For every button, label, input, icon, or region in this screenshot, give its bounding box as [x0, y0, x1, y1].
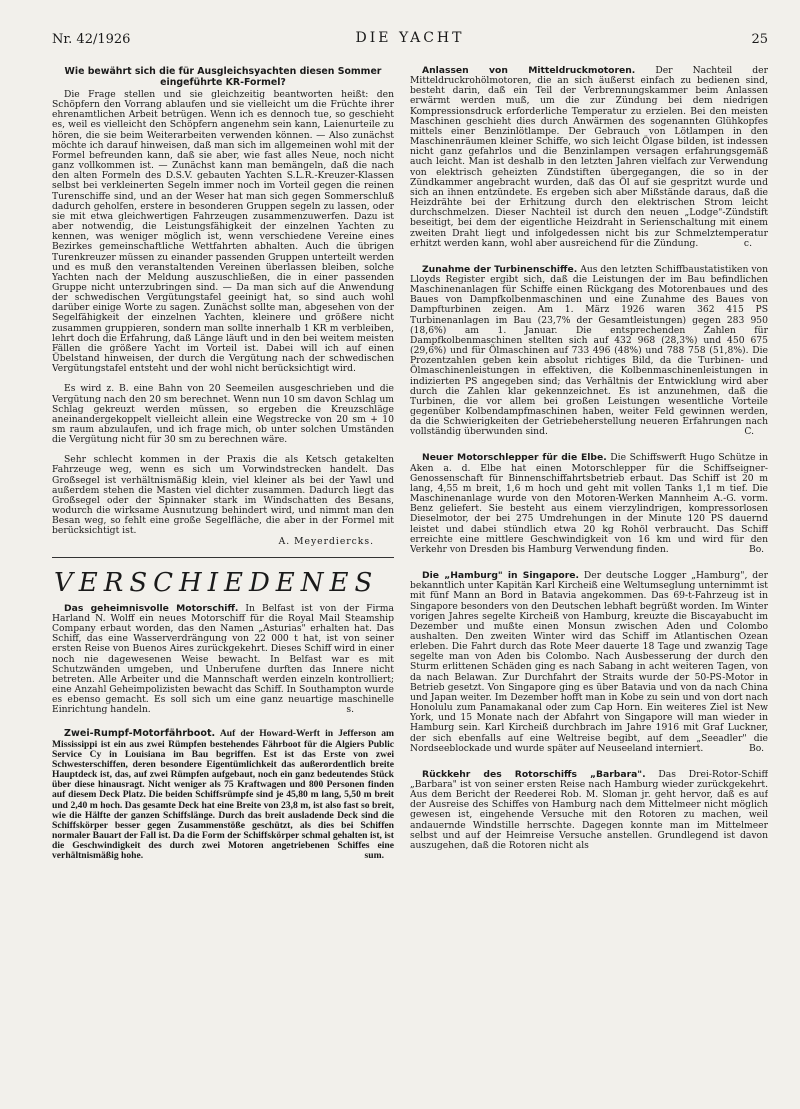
- issue-number: Nr. 42/1926: [52, 32, 131, 47]
- article-signature: A. Meyerdiercks.: [278, 535, 374, 547]
- news-text: Die Schiffswerft Hugo Schütze in Aken a. d. Elbe hat einen Motorschlepper für die Schiffseigner-Genossenschaft für Binnenschiffahrtsbetrieb erbaut. Das Schiff ist 20 m lang, 4,55 m breit, 1,6 m hoch und geht mit vollen Tanks 1,1 m tief. Die Maschinenanlage wurde von den Motoren-Werken Mannheim A.-G. vorm. Benz geliefert. Sie besteht aus einem vierzylindrigen, kompressorlosen Dieselmotor, der bei 275 Umdrehungen in der Minute 120 PS dauernd leistet und dabei stündlich etwa 20 kg Rohöl verbraucht. Das Schiff erreichte eine mittlere Geschwindigkeit von 16 km und wird für den Verkehr von Dresden bis Hamburg Verwendung finden.: [410, 452, 768, 555]
- news-heading: Rückkehr des Rotorschiffs „Barbara".: [422, 768, 646, 780]
- news-signature: Bo.: [748, 543, 764, 555]
- news-signature: Bo.: [748, 742, 764, 754]
- news-heading: Neuer Motorschlepper für die Elbe.: [422, 452, 607, 464]
- news-heading: Die „Hamburg" in Singapore.: [422, 570, 579, 582]
- page-number: 25: [751, 32, 768, 47]
- article-paragraph: Sehr schlecht kommen in der Praxis die als Ketsch getakelten Fahrzeuge weg, wenn es sich um Vorwindstrecken handelt. Das Großsegel ist verhältnismäßig klein, viel kleiner als bei der Yawl und außerdem stehen die Masten viel dichter zusammen. Dadurch liegt das Großsegel oder der Spinnaker stark im Windschatten des Besans, wodurch die wirksame Ausnutzung behindert wird, und nimmt man den Besan weg, so fehlt eine große Segelfläche, die aber in der Formel mit berücksichtigt ist.: [52, 454, 394, 537]
- news-item: [410, 571, 768, 754]
- article-paragraph: Die Frage stellen und sie gleichzeitig beantworten heißt: den Schöpfern den Vorrang ablaufen und sie vielleicht um die Früchte ihrer ehrenamtlichen Arbeit betrügen. Wenn ich es dennoch tue, so geschieht es, weil es vielleicht den Schöpfern angenehm sein kann, Laienurteile zu hören, die sie beim Weiterarbeiten verwenden können. — Also zunächst möchte ich darauf hinweisen, daß man sich im allgemeinen wohl mit der Formel befreunden kann, daß sie aber, wie fast alles Neue, noch nicht ganz vollkommen ist. — Zunächst kann man bemängeln, daß die nach den alten Formeln des D.S.V. gebauten Yachten S.L.R.-Kreuzer-Klassen selbst bei verkleinerten Segeln immer noch im Vorteil gegen die reinen Turenschiffe sind, und an der Weser hat man sich gegen Sommerschluß dadurch geholfen, erstere in besonderen Gruppen segeln zu lassen, oder sie mit etwa gleichwertigen Fahrzeugen zusammenzuwerfen. Dazu ist aber notwendig, die Leistungsfähigkeit der einzelnen Yachten zu kennen, was weniger möglich ist, wenn verschiedene Vereine eines Bezirkes gemeinschaftliche Wettfahrten abhalten. Auch die übrigen Turenkreuzer müssen zu einander passenden Gruppen unterteilt werden und es muß den veranstaltenden Vereinen überlassen bleiben, solche Yachten nach der Meldung auszuschließen, die in einer passenden Gruppe nicht unterzubringen sind. — Da man sich auf die Anwendung der schwedischen Vergütungstafel geeinigt hat, so sind auch wohl darüber einige Worte zu sagen. Zunächst sollte man, abgesehen von der Segelfähigkeit der einzelnen Yachten, kleinere und größere nicht zusammen gruppieren, sondern man sollte innerhalb 1 KR m verbleiben, lehrt doch die Erfahrung, daß Länge läuft und in den bei weitem meisten Fällen die größere Yacht im Vorteil ist. Dabei will ich auf einen Übelstand hinweisen, der durch die Vergütung nach der schwedischen Vergütungstafel entsteht und der wohl nicht berücksichtigt wird.: [52, 89, 394, 375]
- news-text: Das Drei-Rotor-Schiff „Barbara" ist von seiner ersten Reise nach Hamburg wieder zurückgekehrt. Aus dem Bericht der Reederei Rob. M. Sloman jr. geht hervor, daß es auf der Ausreise des Schiffes von Hamburg nach dem Mittelmeer nicht möglich gewesen ist, eingehende Versuche mit den Rotoren zu machen, weil andauernde Windstille herrschte. Dagegen konnte man im Mittelmeer selbst und auf der Heimreise Versuche anstellen. Grundlegend ist davon auszugehen, daß die Rotoren nicht als: [410, 768, 768, 851]
- news-text: Aus den letzten Schiffbaustatistiken von Lloyds Register ergibt sich, daß die Leistungen der im Bau befindlichen Maschinenanlagen für Schiffe einen Rückgang des Motorenbaues und des Baues von Dampfkolbenmaschinen und eine Zunahme des Baues von Dampfturbinen zeigen. Am 1. März 1926 waren 362 415 PS Turbinenanlagen im Bau (23,7% der Gesamtleistungen) gegen 283 950 (18,6%) am 1. Januar. Die entsprechenden Zahlen für Dampfkolbenmaschinen stellten sich auf 432 968 (28,3%) und 450 675 (29,6%) und für Ölmaschinen auf 733 496 (48%) und 788 758 (51,8%). Die Prozentzahlen geben kein absolut richtiges Bild, da die Turbinen- und Ölmaschinenleistungen in effektiven, die Kolbenmaschinenleistungen in indizierten PS angegeben sind; das Verhältnis der Entwicklung wird aber durch die Zahlen klar gekennzeichnet. Es ist anzunehmen, daß die Turbinen, die vor allem bei großen Leistungen wesentliche Vorteile gegenüber Kolbendampfmaschinen haben, weiter Feld gewinnen werden, da die Schwierigkeiten der Getriebeherstellung neueren Erfahrungen nach vollständig überwunden sind.: [410, 263, 768, 438]
- news-item: [52, 604, 394, 716]
- news-signature: sum.: [364, 850, 384, 862]
- left-column: [52, 66, 394, 1086]
- news-signature: C.: [744, 426, 754, 438]
- section-title: VERSCHIEDENES: [54, 567, 379, 598]
- news-heading: Anlassen von Mitteldruckmotoren.: [422, 66, 636, 76]
- news-text: Der Nachteil der Mitteldruckrohölmotoren, die an sich äußerst einfach zu bedienen sind, besteht darin, daß ein Teil der Verbrennungskammer beim Anlassen erwärmt werden muß, um die zur Zündung bei dem niedrigen Kompressionsdruck erforderliche Temperatur zu erzielen. Bei den meisten Maschinen geschieht dies durch Anwärmen des sogenannten Glühkopfes mittels einer Benzinlötlampe. Der Gebrauch von Lötlampen in den Maschinenräumen kleiner Schiffe, wo sich leicht Ölgase bilden, ist indessen nicht ganz gefahrlos und die Benzinlampen versagen erfahrungsgemäß auch leicht. Man ist deshalb in den letzten Jahren vielfach zur Verwendung von elektrisch geheizten Zündstiften übergegangen, die so in der Zündkammer angebracht wurden, daß das Öl auf sie gespritzt wurde und sich an ihnen entzündete. Es ergeben sich aber Mißstände daraus, daß die Heizdrähte bei der Erhitzung durch den elektrischen Strom leicht durchschmelzen. Dieser Nachteil ist durch den neuen „Lodge"-Zündstift beseitigt, bei dem der eigentliche Heizdraht in Serienschaltung mit einem zweiten Draht liegt und infolgedessen nicht bis zur Schmelztemperatur erhitzt werden kann, wohl aber ausreichend für die Zündung.: [410, 66, 768, 249]
- news-item: [52, 729, 394, 861]
- news-text: Auf der Howard-Werft in Jefferson am Mississippi ist ein aus zwei Rümpfen bestehendes Fährboot für die Algiers Public Service Cy in Louisiana im Bau begriffen. Est ist das Erste von zwei Schwesterschiffen, deren besondere Eigentümlichkeit das außerordentlich breite Hauptdeck ist, das, auf zwei Rümpfen aufgebaut, noch ein ganz bedeutendes Stück über diese hinausragt. Nicht weniger als 75 Kraftwagen und 800 Personen finden auf diesem Deck Platz. Die beiden Schiffsrümpfe sind je 45,80 m lang, 5,50 m breit und 2,40 m hoch. Das gesamte Deck hat eine Breite von 23,8 m, ist also fast so breit, wie die Hälfte der ganzen Schiffslänge. Durch das breit ausladende Deck sind die Schiffskörper besser gegen Zusammenstöße geschützt, als dies bei Schiffen normaler Bauart der Fall ist. Da die Form der Schiffskörper schmal gehalten ist, ist die Geschwindigkeit des durch zwei Motoren angetriebenen Schiffes eine verhältnismäßig hohe.: [52, 728, 394, 862]
- news-heading: Zunahme der Turbinenschiffe.: [422, 263, 578, 275]
- news-item: [410, 453, 768, 555]
- news-text: In Belfast ist von der Firma Harland N. Wolff ein neues Motorschiff für die Royal Mail Steamship Company erbaut worden, das den Namen „Asturias" erhalten hat. Das Schiff, das eine Wasserverdrängung von 22 000 t hat, ist von seiner ersten Reise von Buenos Aires zurückgekehrt. Dieses Schiff wird in einer noch nie dagewesenen Weise bewacht. In Belfast war es mit Schutzwänden umgeben, und Unberufene durften das Innere nicht betreten. Alle Arbeiter und die Mannschaft werden einzeln kontrolliert; eine Anzahl Geheimpolizisten bewacht das Schiff. In Southampton wurde es ebenso gemacht. Es soll sich um eine ganz neuartige maschinelle Einrichtung handeln.: [52, 602, 394, 716]
- news-item: [410, 66, 768, 249]
- right-column: [410, 66, 768, 1086]
- journal-title: DIE YACHT: [355, 30, 465, 46]
- news-item: [410, 265, 768, 438]
- section-divider: [52, 557, 394, 558]
- article-heading-kr-formel: Wie bewährt sich die für Ausgleichsyachten diesen Sommer eingeführte KR-Formel?: [64, 66, 382, 88]
- news-signature: s.: [346, 704, 354, 716]
- page-header: [52, 30, 768, 52]
- news-text: Der deutsche Logger „Hamburg", der bekanntlich unter Kapitän Karl Kircheiß eine Weltumseglung unternimmt ist mit fünf Mann an Bord in Batavia angekommen. Das 69-t-Fahrzeug ist in Singapore besonders von den Deutschen lebhaft begrüßt worden. Im Winter vorigen Jahres segelte Kircheiß von Hamburg, kreuzte die Biscayabucht im Dezember und mußte einen Monsun zwischen Aden und Colombo aushalten. Den zweiten Winter wird das Schiff im Atlantischen Ozean erleben. Die Fahrt durch das Rote Meer dauerte 18 Tage und zwanzig Tage segelte man von Aden bis Colombo. Nach Ausbesserung der durch den Sturm erlittenen Schäden ging es nach Sabang in acht weiteren Tagen, von da nach Belawan. Zur Durchfahrt der Straits wurde der 50-PS-Motor in Betrieb gesetzt. Von Singapore ging es über Batavia und von da nach China und Japan weiter. Im Dezember hofft man in Kobe zu sein und von dort nach Honolulu zum Panamakanal oder zum Cap Horn. Ein weiteres Ziel ist New York, und 15 Monate nach der Abfahrt von Singapore will man wieder in Hamburg sein. Karl Kircheiß durchbrach im Jahre 1916 mit Graf Luckner, der sich ebenfalls auf eine Weltreise begibt, auf dem „Seeadler" die Nordseeblockade und wurde später auf Neuseeland interniert.: [410, 570, 768, 754]
- news-heading: Zwei-Rumpf-Motorfährboot.: [64, 728, 216, 740]
- news-item: [410, 770, 768, 851]
- article-paragraph: Es wird z. B. eine Bahn von 20 Seemeilen ausgeschrieben und die Vergütung nach den 20 sm berechnet. Wenn nun 10 sm davon Schlag um Schlag gekreuzt werden müssen, so ergeben die Kreuzschläge aneinandergekoppelt vielleicht allein eine Wegstrecke von 20 sm + 10 sm raum abzulaufen, und ich frage mich, ob unter solchen Umständen die Vergütung nicht für 30 sm zu berechnen wäre.: [52, 383, 394, 446]
- news-heading: Das geheimnisvolle Motorschiff.: [64, 602, 239, 614]
- news-signature: c.: [743, 237, 752, 249]
